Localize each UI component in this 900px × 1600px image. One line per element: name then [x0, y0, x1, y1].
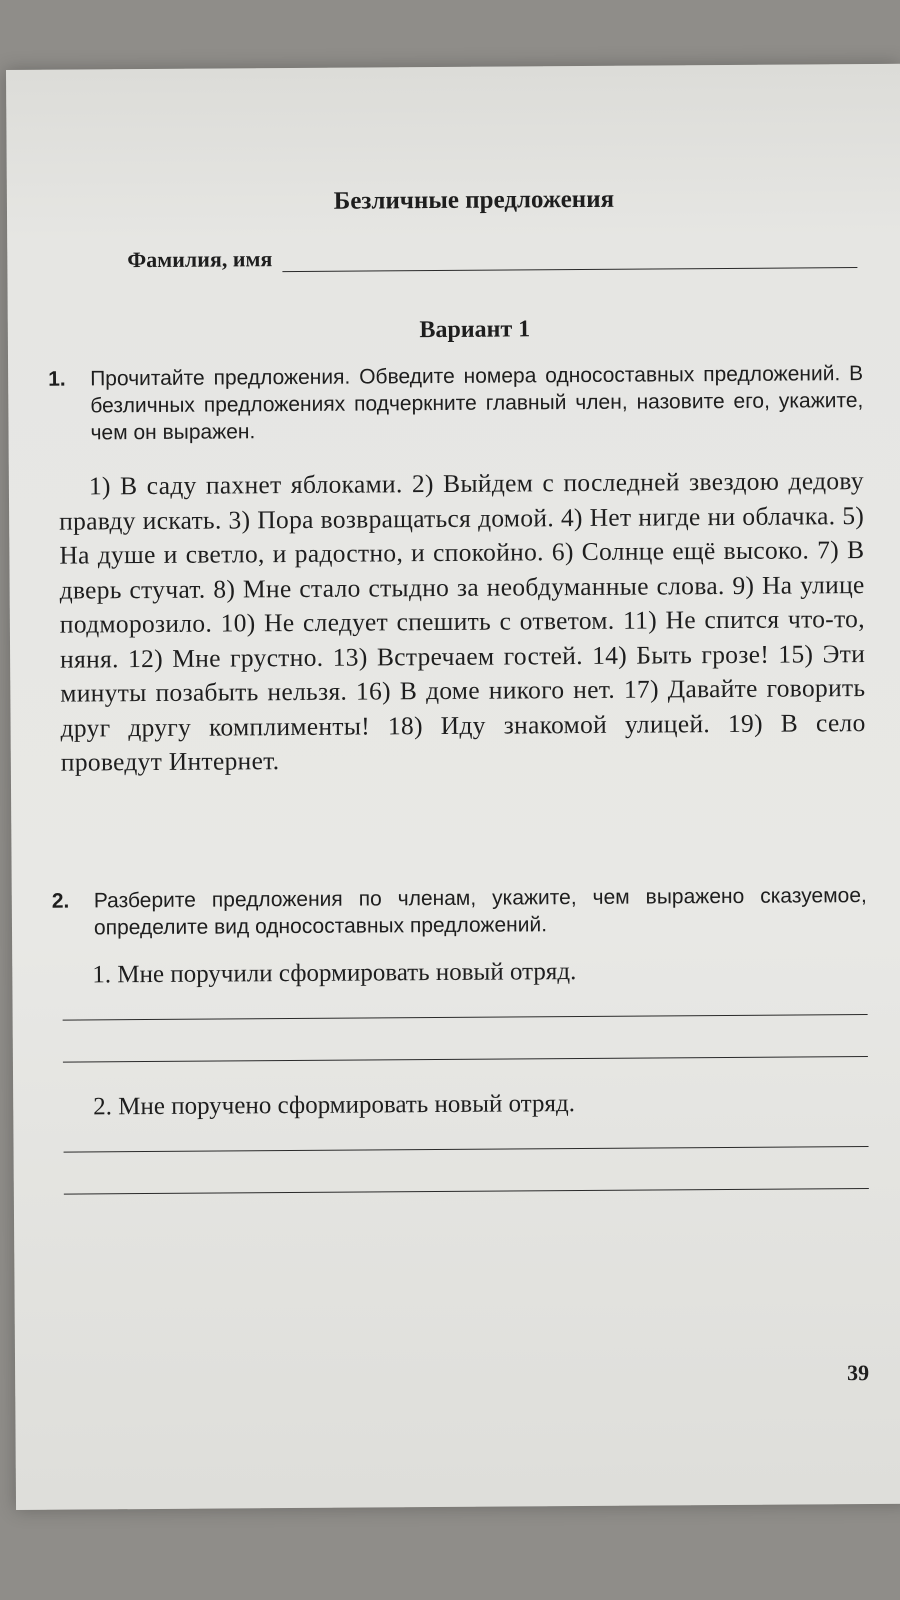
task-1-number: 1. — [48, 367, 66, 391]
task-2-sentence-2: 2. Мне поручено сформировать новый отряд. — [93, 1090, 576, 1121]
page-number: 39 — [847, 1360, 870, 1386]
task-1 — [48, 360, 864, 447]
name-answer-line[interactable] — [282, 243, 857, 272]
task-1-instruction: Прочитайте предложения. Обведите номера односоставных предложений. В безличных предложениях подчеркните главный член, назовите его, укажите, чем он выражен. — [90, 362, 864, 445]
answer-line[interactable] — [63, 1014, 868, 1021]
answer-line[interactable] — [64, 1146, 869, 1153]
task-2-number: 2. — [51, 889, 70, 913]
task-2-sentence-1: 1. Мне поручили сформировать новый отряд. — [92, 958, 577, 989]
answer-line[interactable] — [64, 1188, 869, 1195]
task-2 — [52, 882, 867, 942]
name-label: Фамилия, имя — [127, 246, 273, 273]
variant-heading: Вариант 1 — [419, 316, 531, 344]
task-2-instruction: Разберите предложения по членам, укажите, чем выражено сказуемое, определите вид односоставных предложений. — [93, 884, 867, 940]
task-1-sentences: 1) В саду пахнет яблоками. 2) Выйдем с последней звездою дедову правду искать. 3) Пора возвращаться домой. 4) Нет нигде ни облачка. 5) На душе и светло, и радостно, и спокойно. 6) Солнце ещё высоко. 7) В дверь стучат. 8) Мне стало стыдно за необдуманные слова. 9) На улице подморозило. 10) Не следует спешить с ответом. 11) Не спится что-то, няня. 12) Мне грустно. 13) Встречаем гостей. 14) Быть грозе! 15) Эти минуты позабыть нельзя. 16) В доме никого нет. 17) Давайте говорить друг другу комплименты! 18) Иду знакомой улицей. 19) В село проведут Интернет. — [59, 466, 866, 777]
workbook-page — [6, 64, 900, 1510]
page-title: Безличные предложения — [333, 185, 615, 215]
name-field-row — [127, 242, 857, 273]
answer-line[interactable] — [63, 1056, 868, 1063]
